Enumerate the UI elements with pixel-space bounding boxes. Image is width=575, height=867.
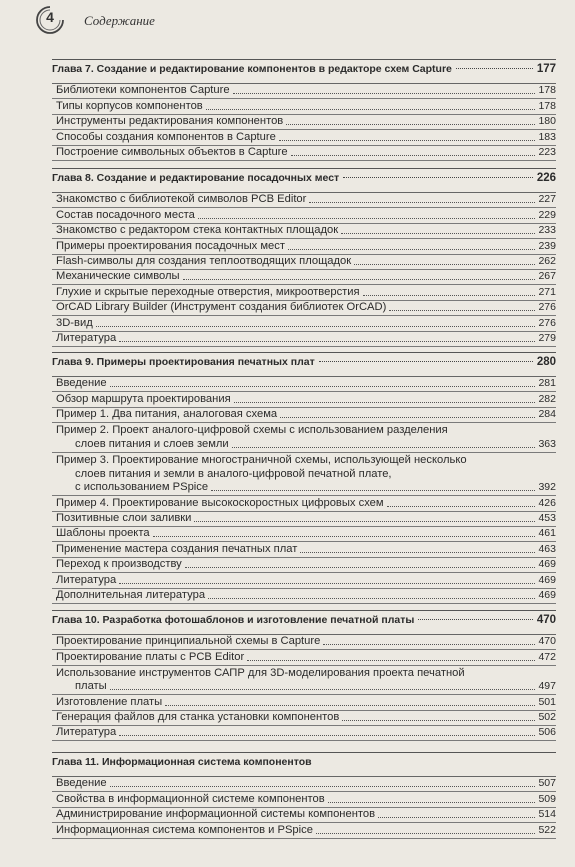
toc-entry	[52, 239, 556, 254]
dot-leader	[456, 68, 533, 69]
dot-leader	[280, 417, 535, 418]
dot-leader	[232, 447, 536, 448]
toc-entry	[52, 573, 556, 588]
dot-leader	[389, 310, 535, 311]
entry-title: Позитивные слои заливки	[56, 511, 192, 524]
entry-title-line: слоев питания и земли в аналого-цифровой печатной плате,	[75, 467, 392, 480]
entry-title: Пример 4. Проектирование высокоскоростных цифровых схем	[56, 496, 384, 509]
dot-leader	[206, 109, 536, 110]
entry-page-number: 470	[538, 635, 556, 648]
entry-page-number: 178	[538, 99, 556, 112]
toc-chapter	[52, 352, 556, 604]
entry-title: Библиотеки компонентов Capture	[56, 84, 230, 97]
dot-leader	[387, 506, 536, 507]
entry-page-number: 461	[538, 527, 556, 540]
entry-title: Построение символьных объектов в Capture	[56, 145, 288, 158]
dot-leader	[153, 536, 536, 537]
chapter-title: Глава 7. Создание и редактирование компонентов в редакторе схем Capture	[52, 63, 452, 75]
entry-page-number: 469	[538, 588, 556, 601]
entry-title: Типы корпусов компонентов	[56, 99, 203, 112]
dot-leader	[300, 552, 535, 553]
entry-page-number: 276	[538, 316, 556, 329]
dot-leader	[418, 619, 533, 620]
entry-page-number: 262	[538, 254, 556, 267]
entry-title: Знакомство с редактором стека контактных площадок	[56, 224, 339, 237]
entry-title: Состав посадочного места	[56, 208, 195, 221]
entry-page-number: 472	[538, 650, 556, 663]
dot-leader	[343, 177, 533, 178]
dot-leader	[291, 155, 536, 156]
entry-page-number: 284	[538, 408, 556, 421]
dot-leader	[96, 326, 536, 327]
toc-entry	[52, 635, 556, 650]
toc-entry	[52, 512, 556, 527]
toc-entry	[52, 542, 556, 557]
entry-title: Обзор маршрута проектирования	[56, 392, 231, 405]
toc-entry	[52, 650, 556, 665]
dot-leader	[341, 233, 535, 234]
entry-title: Примеры проектирования посадочных мест	[56, 239, 285, 252]
entry-page-number: 271	[538, 285, 556, 298]
dot-leader	[208, 598, 535, 599]
dot-leader	[185, 567, 536, 568]
chapter-entries	[52, 777, 556, 839]
entry-page-number: 239	[538, 239, 556, 252]
chapter-page-number: 470	[536, 614, 556, 626]
entry-title-line: Пример 2. Проект аналого-цифровой схемы с использованием разделения	[56, 424, 448, 437]
toc-entry	[52, 558, 556, 573]
entry-page-number: 506	[538, 726, 556, 739]
dot-leader	[234, 402, 536, 403]
chapter-heading	[52, 356, 556, 376]
dot-leader	[319, 361, 533, 362]
entry-page-number: 463	[538, 542, 556, 555]
entry-title: Генерация файлов для станка установки компонентов	[56, 711, 340, 724]
toc-entry	[52, 193, 556, 208]
entry-page-number: 502	[538, 711, 556, 724]
toc-entry	[52, 408, 556, 423]
entry-page-number: 392	[538, 481, 556, 494]
entry-title: Механические символы	[56, 270, 180, 283]
toc-entry	[52, 208, 556, 223]
dot-leader	[194, 521, 535, 522]
entry-title: Изготовление платы	[56, 695, 163, 708]
toc-entry	[52, 527, 556, 542]
dot-leader	[119, 735, 535, 736]
entry-page-number: 279	[538, 331, 556, 344]
entry-page-number: 180	[538, 115, 556, 128]
toc-entry	[52, 84, 556, 99]
entry-title-line: Пример 3. Проектирование многостраничной схемы, использующей несколько	[56, 453, 467, 466]
entry-page-number: 178	[538, 84, 556, 97]
toc-entry	[52, 423, 556, 453]
entry-page-number: 223	[538, 145, 556, 158]
entry-title: Литература	[56, 331, 117, 344]
entry-title: Переход к производству	[56, 558, 182, 571]
dot-leader	[233, 93, 536, 94]
entry-page-number: 229	[538, 208, 556, 221]
dot-leader	[363, 295, 536, 296]
dot-leader	[378, 817, 535, 818]
entry-title: Литература	[56, 573, 117, 586]
entry-title: Пример 1. Два питания, аналоговая схема	[56, 408, 278, 421]
entry-title-line: с использованием PSpice	[75, 481, 209, 494]
toc-entry	[52, 792, 556, 807]
entry-title: Введение	[56, 377, 107, 390]
dot-leader	[323, 644, 535, 645]
chapter-heading	[52, 172, 556, 192]
entry-page-number: 522	[538, 823, 556, 836]
entry-title: Инструменты редактирования компонентов	[56, 115, 284, 128]
dot-leader	[211, 490, 535, 491]
entry-page-number: 501	[538, 695, 556, 708]
chapter-entries	[52, 377, 556, 604]
chapter-page-number: 177	[536, 63, 556, 75]
chapter-entries	[52, 635, 556, 741]
dot-leader	[198, 218, 536, 219]
entry-page-number: 281	[538, 377, 556, 390]
toc-entry	[52, 666, 556, 696]
dot-leader	[309, 202, 535, 203]
toc-entry	[52, 270, 556, 285]
toc-chapter	[52, 168, 556, 347]
toc-entry	[52, 255, 556, 270]
dot-leader	[279, 140, 536, 141]
dot-leader	[110, 689, 536, 690]
entry-title: OrCAD Library Builder (Инструмент создания библиотек OrCAD)	[56, 301, 387, 314]
dot-leader	[119, 583, 535, 584]
entry-page-number: 509	[538, 792, 556, 805]
entry-page-number: 282	[538, 392, 556, 405]
toc-entry	[52, 453, 556, 497]
entry-title: Введение	[56, 777, 107, 790]
chapter-entries	[52, 84, 556, 161]
entry-last-line	[56, 680, 556, 695]
entry-page-number: 233	[538, 224, 556, 237]
chapter-heading	[52, 614, 556, 634]
entry-title-line: платы	[75, 680, 107, 693]
dot-leader	[328, 802, 536, 803]
toc-entry	[52, 711, 556, 726]
toc-chapter	[52, 610, 556, 741]
toc-entry	[52, 392, 556, 407]
entry-title-line: слоев питания и слоев земли	[75, 437, 229, 450]
toc-entry	[52, 496, 556, 511]
toc-entry	[52, 285, 556, 300]
dot-leader	[288, 249, 535, 250]
toc-entry	[52, 224, 556, 239]
entry-title: 3D-вид	[56, 316, 93, 329]
dot-leader	[119, 341, 535, 342]
entry-page-number: 267	[538, 270, 556, 283]
entry-title: Литература	[56, 726, 117, 739]
dot-leader	[342, 720, 535, 721]
entry-title: Свойства в информационной системе компонентов	[56, 792, 325, 805]
header-title: Содержание	[84, 13, 155, 28]
toc-entry	[52, 695, 556, 710]
entry-page-number: 469	[538, 558, 556, 571]
toc-chapter	[52, 59, 556, 161]
dot-leader	[110, 786, 536, 787]
entry-page-number: 426	[538, 496, 556, 509]
toc-entry	[52, 316, 556, 331]
toc-entry	[52, 99, 556, 114]
entry-page-number: 183	[538, 130, 556, 143]
entry-page-number: 363	[538, 437, 556, 450]
toc-entry	[52, 823, 556, 838]
chapter-page-number: 226	[536, 172, 556, 184]
toc-entry	[52, 146, 556, 161]
entry-title: Глухие и скрытые переходные отверстия, микроотверстия	[56, 285, 360, 298]
entry-title: Способы создания компонентов в Capture	[56, 130, 276, 143]
chapter-heading	[52, 756, 556, 776]
dot-leader	[316, 833, 536, 834]
dot-leader	[183, 279, 536, 280]
toc-entry	[52, 808, 556, 823]
entry-page-number: 453	[538, 511, 556, 524]
toc-entry	[52, 589, 556, 604]
toc-entry	[52, 130, 556, 145]
dot-leader	[165, 705, 535, 706]
entry-page-number: 227	[538, 193, 556, 206]
entry-last-line	[56, 437, 556, 452]
entry-title: Дополнительная литература	[56, 588, 206, 601]
chapter-entries	[52, 193, 556, 347]
page-number: 4	[46, 9, 54, 25]
entry-page-number: 514	[538, 808, 556, 821]
entry-page-number: 497	[538, 680, 556, 693]
entry-title: Администрирование информационной системы компонентов	[56, 808, 376, 821]
chapter-page-number: 280	[536, 356, 556, 368]
entry-last-line	[56, 481, 556, 496]
chapter-title: Глава 8. Создание и редактирование посадочных мест	[52, 172, 340, 184]
toc-entry	[52, 726, 556, 741]
entry-title: Информационная система компонентов и PSpice	[56, 823, 313, 836]
toc-entry	[52, 777, 556, 792]
entry-page-number: 276	[538, 301, 556, 314]
entry-title: Знакомство с библиотекой символов PCB Editor	[56, 193, 307, 206]
dot-leader	[110, 386, 536, 387]
chapter-title: Глава 9. Примеры проектирования печатных плат	[52, 356, 315, 368]
toc-entry	[52, 377, 556, 392]
dot-leader	[247, 660, 535, 661]
entry-page-number: 469	[538, 573, 556, 586]
toc-entry	[52, 301, 556, 316]
entry-title-line: Использование инструментов САПР для 3D-моделирования проекта печатной	[56, 666, 465, 679]
chapter-title: Глава 11. Информационная система компонентов	[52, 756, 312, 768]
entry-page-number: 507	[538, 777, 556, 790]
toc-entry	[52, 115, 556, 130]
toc-chapter	[52, 752, 556, 839]
entry-title: Проектирование принципиальной схемы в Capture	[56, 635, 321, 648]
entry-title: Flash-символы для создания теплоотводящих площадок	[56, 254, 352, 267]
entry-title: Шаблоны проекта	[56, 527, 150, 540]
toc-entry	[52, 332, 556, 347]
entry-title: Применение мастера создания печатных плат	[56, 542, 298, 555]
entry-title: Проектирование платы с PCB Editor	[56, 650, 245, 663]
dot-leader	[354, 264, 535, 265]
chapter-title: Глава 10. Разработка фотошаблонов и изготовление печатной платы	[52, 614, 415, 626]
chapter-heading	[52, 63, 556, 83]
dot-leader	[286, 124, 535, 125]
